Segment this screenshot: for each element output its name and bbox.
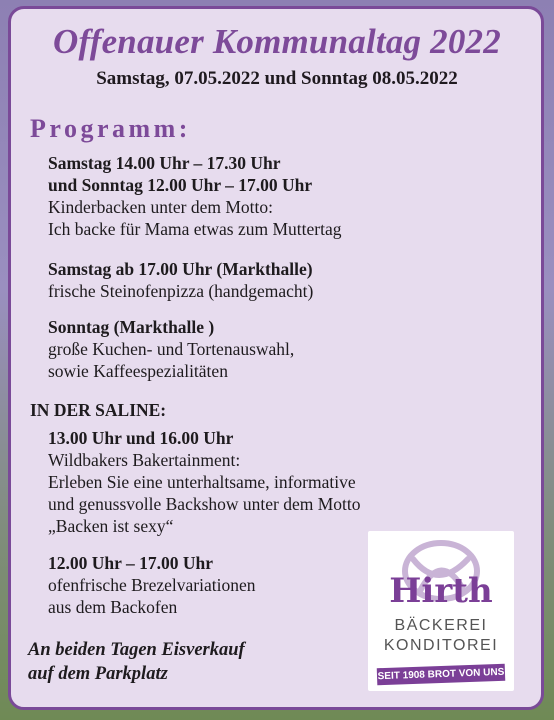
brand-slogan: SEIT 1908 BROT VON UNS [377,664,506,685]
block-text: „Backen ist sexy“ [48,516,174,536]
saline-block-2 [48,552,255,618]
footer-line: auf dem Parkplatz [28,664,168,684]
block-time: Samstag ab 17.00 Uhr (Markthalle) [48,259,313,279]
block-text: frische Steinofenpizza (handgemacht) [48,281,314,301]
block-text: Kinderbacken unter dem Motto: [48,197,274,217]
hirth-logo [368,531,514,691]
block-time: 13.00 Uhr und 16.00 Uhr [48,428,234,448]
brand-line: BÄCKEREI [394,617,488,634]
footer-note [28,638,245,686]
saline-block-1 [48,427,361,537]
page-title: Offenauer Kommunaltag 2022 [53,22,501,61]
program-block-3 [48,316,294,382]
event-dates: Samstag, 07.05.2022 und Sonntag 08.05.2022 [96,68,458,89]
block-time: Samstag 14.00 Uhr – 17.30 Uhr [48,153,281,173]
block-time: 12.00 Uhr – 17.00 Uhr [48,553,213,573]
block-text: und genussvolle Backshow unter dem Motto [48,494,361,514]
brand-line: KONDITOREI [383,637,499,654]
program-heading: Programm: [30,114,191,143]
program-block-2 [48,258,313,302]
block-text: ofenfrische Brezelvariationen [48,575,256,595]
block-text: aus dem Backofen [48,597,178,617]
block-text: Ich backe für Mama etwas zum Muttertag [48,219,342,239]
block-text: Erleben Sie eine unterhaltsame, informative [48,472,356,492]
program-block-1 [48,152,342,240]
saline-heading: IN DER SALINE: [30,400,167,420]
block-text: Wildbakers Bakertainment: [48,450,241,470]
block-text: sowie Kaffeespezialitäten [48,361,228,381]
block-time: Sonntag (Markthalle ) [48,317,215,337]
footer-line: An beiden Tagen Eisverkauf [28,640,245,660]
block-text: große Kuchen- und Tortenauswahl, [48,339,295,359]
brand-name: Hirth [389,571,493,611]
block-time: und Sonntag 12.00 Uhr – 17.00 Uhr [48,175,313,195]
